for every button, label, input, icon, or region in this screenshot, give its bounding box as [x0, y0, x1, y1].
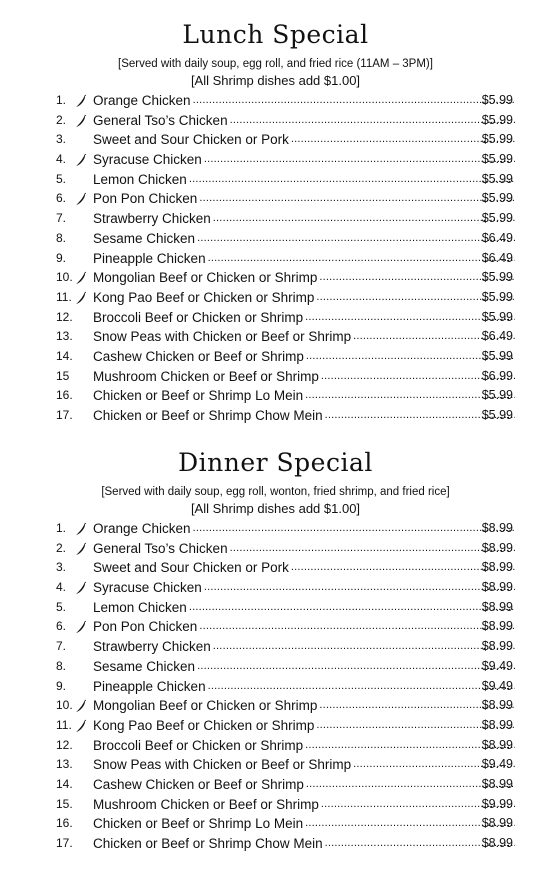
item-name-leader	[93, 347, 515, 367]
item-number: 8.	[56, 658, 67, 673]
menu-item	[0, 795, 551, 815]
item-price: $8.99	[481, 521, 513, 535]
item-number: 11.	[56, 289, 72, 304]
menu-item	[0, 406, 551, 426]
item-number: 8.	[56, 230, 67, 245]
chili-pepper-icon	[75, 291, 87, 305]
dot-leader	[208, 249, 515, 269]
chili-pepper-icon	[75, 114, 87, 128]
menu-item	[0, 637, 551, 657]
item-price: $8.99	[481, 560, 513, 575]
item-name: Mushroom Chicken or Beef or Shrimp	[93, 796, 319, 812]
menu-item	[0, 578, 551, 598]
menu-item	[0, 716, 551, 736]
item-number: 9.	[56, 250, 67, 265]
menu-item	[0, 657, 551, 677]
chili-pepper-icon	[75, 542, 87, 556]
dot-leader	[197, 657, 515, 677]
item-price: $8.99	[481, 836, 513, 850]
item-name-leader	[93, 657, 515, 677]
item-name: Pineapple Chicken	[93, 678, 206, 694]
dinner-shrimp-surcharge-note: [All Shrimp dishes add $1.00]	[190, 501, 361, 516]
item-name-leader	[93, 578, 515, 598]
chili-pepper-icon	[75, 699, 87, 713]
item-number: 11.	[56, 717, 72, 732]
item-name-leader	[93, 150, 515, 170]
item-number: 16.	[56, 388, 73, 403]
item-price: $8.99	[481, 717, 513, 732]
menu-item	[0, 539, 551, 559]
item-name: Orange Chicken	[93, 521, 191, 536]
item-number: 9.	[56, 678, 67, 693]
dot-leader	[189, 170, 515, 190]
item-price: $6.49	[481, 329, 513, 344]
menu-item	[0, 519, 551, 539]
item-price: $6.49	[481, 230, 513, 245]
item-name: Syracuse Chicken	[93, 580, 202, 596]
item-number: 2.	[56, 112, 67, 127]
dot-leader	[204, 150, 515, 170]
item-name: Chicken or Beef or Shrimp Lo Mein	[93, 388, 304, 404]
item-name: Strawberry Chicken	[93, 639, 211, 655]
item-number: 5.	[56, 599, 67, 614]
item-name: Broccoli Beef or Chicken or Shrimp	[93, 737, 304, 753]
item-name-leader	[93, 814, 515, 834]
item-name-leader	[93, 775, 515, 795]
item-name-leader	[93, 209, 515, 229]
dot-leader	[204, 578, 515, 598]
item-price: $5.99	[481, 93, 513, 107]
menu-item	[0, 617, 551, 637]
item-price: $8.99	[481, 540, 513, 555]
item-name: Pon Pon Chicken	[93, 619, 198, 635]
item-name: Mongolian Beef or Chicken or Shrimp	[93, 698, 318, 714]
chili-pepper-icon	[75, 522, 87, 536]
item-name-leader	[93, 268, 515, 288]
dot-leader	[197, 229, 515, 249]
menu-item	[0, 558, 551, 578]
item-number: 1.	[56, 93, 67, 107]
item-name-leader	[93, 519, 515, 539]
menu-item	[0, 814, 551, 834]
item-name-leader	[93, 406, 515, 426]
item-name: Lemon Chicken	[93, 171, 187, 187]
dot-leader	[208, 677, 515, 697]
menu-item	[0, 598, 551, 618]
item-name: Chicken or Beef or Shrimp Chow Mein	[93, 836, 323, 851]
menu-item	[0, 288, 551, 308]
item-name: Pineapple Chicken	[93, 250, 206, 266]
lunch-menu-list	[0, 91, 551, 426]
item-name-leader	[93, 130, 515, 150]
chili-pepper-icon	[75, 271, 87, 285]
item-price: $8.99	[481, 580, 513, 595]
dot-leader	[199, 189, 515, 209]
item-price: $9.99	[481, 796, 513, 811]
item-name-leader	[93, 696, 515, 716]
chili-pepper-icon	[75, 153, 87, 167]
item-name-leader	[93, 755, 515, 775]
item-price: $8.99	[481, 737, 513, 752]
item-name: Lemon Chicken	[93, 599, 187, 615]
item-name: Cashew Chicken or Beef or Shrimp	[93, 348, 304, 364]
item-price: $9.49	[481, 757, 513, 772]
item-price: $5.99	[481, 132, 513, 147]
item-number: 4.	[56, 152, 67, 167]
item-name-leader	[93, 617, 515, 637]
item-price: $8.99	[481, 619, 513, 634]
item-name: Sweet and Sour Chicken or Pork	[93, 560, 289, 576]
item-name-leader	[93, 308, 515, 328]
chili-pepper-icon	[75, 192, 87, 206]
item-name-leader	[93, 288, 515, 308]
item-name: Pon Pon Chicken	[93, 191, 198, 207]
menu-item	[0, 308, 551, 328]
lunch-special-title: Lunch Special	[182, 20, 369, 49]
menu-item	[0, 347, 551, 367]
item-price: $5.99	[481, 152, 513, 167]
item-price: $5.99	[481, 348, 513, 363]
item-name: Broccoli Beef or Chicken or Shrimp	[93, 309, 304, 325]
item-name: Kong Pao Beef or Chicken or Shrimp	[93, 717, 315, 733]
menu-item	[0, 834, 551, 854]
item-price: $6.49	[481, 250, 513, 265]
item-number: 15	[56, 368, 70, 383]
chili-pepper-icon	[75, 581, 87, 595]
menu-item	[0, 696, 551, 716]
item-number: 4.	[56, 580, 67, 595]
chili-pepper-icon	[75, 94, 87, 108]
item-number: 15.	[56, 796, 73, 811]
item-name: Syracuse Chicken	[93, 152, 202, 168]
item-name-leader	[93, 249, 515, 269]
lunch-served-with-note: [Served with daily soup, egg roll, and fried rice (11AM – 3PM)]	[118, 58, 433, 70]
menu-item	[0, 268, 551, 288]
lunch-special-section	[0, 18, 551, 426]
item-name: Mongolian Beef or Chicken or Shrimp	[93, 270, 318, 286]
item-number: 14.	[56, 776, 73, 791]
menu-item	[0, 209, 551, 229]
item-number: 6.	[56, 619, 67, 634]
menu-item	[0, 386, 551, 406]
item-name-leader	[93, 91, 515, 111]
item-name-leader	[93, 229, 515, 249]
item-name: Sweet and Sour Chicken or Pork	[93, 132, 289, 148]
item-number: 6.	[56, 191, 67, 206]
item-price: $8.99	[481, 698, 513, 713]
item-number: 16.	[56, 816, 73, 831]
item-number: 1.	[56, 521, 67, 535]
item-name-leader	[93, 637, 515, 657]
chili-pepper-icon	[75, 719, 87, 733]
item-number: 7.	[56, 639, 67, 654]
menu-item	[0, 367, 551, 387]
item-name-leader	[93, 539, 515, 559]
item-name-leader	[93, 111, 515, 131]
item-name: General Tso’s Chicken	[93, 112, 228, 128]
item-price: $6.99	[481, 368, 513, 383]
dot-leader	[193, 519, 515, 539]
item-name: Chicken or Beef or Shrimp Lo Mein	[93, 816, 304, 832]
item-price: $8.99	[481, 776, 513, 791]
menu-item	[0, 755, 551, 775]
item-number: 7.	[56, 211, 67, 226]
item-price: $5.99	[481, 191, 513, 206]
item-number: 10.	[56, 698, 73, 713]
item-price: $9.49	[481, 658, 513, 673]
chili-pepper-icon	[75, 620, 87, 634]
item-price: $8.99	[481, 816, 513, 831]
item-name: Orange Chicken	[93, 93, 191, 108]
dot-leader	[189, 598, 515, 618]
menu-item	[0, 775, 551, 795]
item-price: $8.99	[481, 639, 513, 654]
menu-item	[0, 327, 551, 347]
item-number: 3.	[56, 132, 67, 147]
dot-leader	[230, 111, 515, 131]
menu-item	[0, 229, 551, 249]
item-price: $5.99	[481, 388, 513, 403]
item-number: 2.	[56, 540, 67, 555]
dinner-special-section	[0, 446, 551, 854]
menu-item	[0, 111, 551, 131]
menu-item	[0, 130, 551, 150]
item-price: $5.99	[481, 289, 513, 304]
item-name-leader	[93, 189, 515, 209]
item-name-leader	[93, 558, 515, 578]
dinner-menu-list	[0, 519, 551, 854]
item-number: 12.	[56, 737, 73, 752]
item-name: Snow Peas with Chicken or Beef or Shrimp	[93, 757, 352, 773]
menu-item	[0, 189, 551, 209]
item-name-leader	[93, 367, 515, 387]
item-number: 5.	[56, 171, 67, 186]
item-name: General Tso’s Chicken	[93, 540, 228, 556]
item-name: Strawberry Chicken	[93, 211, 211, 227]
item-price: $5.99	[481, 171, 513, 186]
menu-item	[0, 249, 551, 269]
dinner-served-with-note: [Served with daily soup, egg roll, wonton, fried shrimp, and fried rice]	[101, 486, 450, 498]
dot-leader	[213, 209, 515, 229]
dot-leader	[199, 617, 515, 637]
item-number: 3.	[56, 560, 67, 575]
item-name: Mushroom Chicken or Beef or Shrimp	[93, 368, 319, 384]
item-price: $5.99	[481, 211, 513, 226]
item-name-leader	[93, 795, 515, 815]
item-price: $5.99	[481, 270, 513, 285]
item-name-leader	[93, 736, 515, 756]
item-name: Chicken or Beef or Shrimp Chow Mein	[93, 408, 323, 423]
item-name: Cashew Chicken or Beef or Shrimp	[93, 776, 304, 792]
dinner-special-title: Dinner Special	[178, 448, 373, 477]
item-number: 13.	[56, 329, 73, 344]
menu-item	[0, 736, 551, 756]
item-name-leader	[93, 834, 515, 854]
item-number: 10.	[56, 270, 73, 285]
item-price: $5.99	[481, 309, 513, 324]
item-price: $9.49	[481, 678, 513, 693]
dot-leader	[193, 91, 515, 111]
menu-item	[0, 677, 551, 697]
menu-item	[0, 170, 551, 190]
dot-leader	[230, 539, 515, 559]
item-name: Snow Peas with Chicken or Beef or Shrimp	[93, 329, 352, 345]
item-price: $5.99	[481, 112, 513, 127]
lunch-shrimp-surcharge-note: [All Shrimp dishes add $1.00]	[190, 73, 361, 88]
item-name: Kong Pao Beef or Chicken or Shrimp	[93, 289, 315, 305]
menu-item	[0, 150, 551, 170]
item-number: 12.	[56, 309, 73, 324]
item-number: 17.	[56, 408, 73, 422]
item-name-leader	[93, 170, 515, 190]
item-price: $8.99	[481, 599, 513, 614]
dot-leader	[213, 637, 515, 657]
item-name: Sesame Chicken	[93, 658, 196, 674]
item-number: 14.	[56, 348, 73, 363]
item-number: 17.	[56, 836, 73, 850]
item-name-leader	[93, 386, 515, 406]
item-price: $5.99	[481, 408, 513, 422]
item-name-leader	[93, 327, 515, 347]
item-name-leader	[93, 677, 515, 697]
item-number: 13.	[56, 757, 73, 772]
item-name-leader	[93, 598, 515, 618]
item-name-leader	[93, 716, 515, 736]
item-name: Sesame Chicken	[93, 230, 196, 246]
menu-item	[0, 91, 551, 111]
